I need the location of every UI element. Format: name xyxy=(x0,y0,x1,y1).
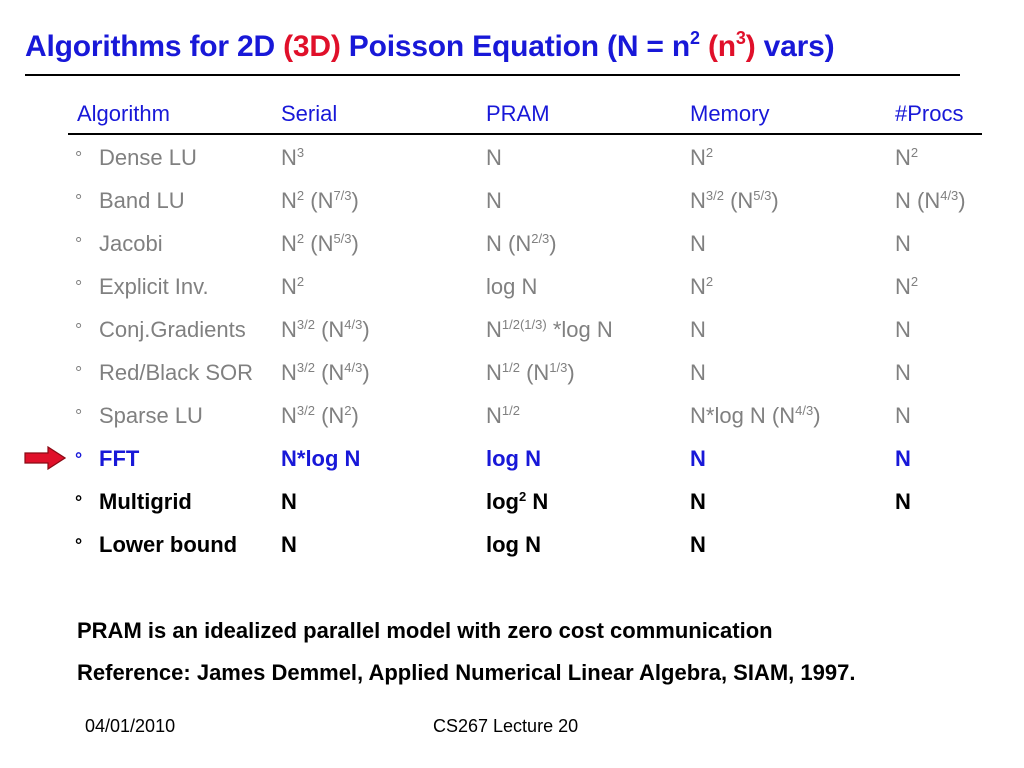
header-procs: #Procs xyxy=(895,101,964,126)
cell-text: N (N xyxy=(895,188,941,213)
cell-text: log xyxy=(486,489,519,514)
cell-text: N xyxy=(895,446,911,471)
cell-text: N xyxy=(281,231,297,256)
title-part-3d: (3D) xyxy=(283,30,341,63)
cell-text: ) xyxy=(362,317,370,342)
bullet-icon: ° xyxy=(75,148,83,168)
cell-text: *log N xyxy=(546,317,613,342)
pram-note: PRAM is an idealized parallel model with zero cost communication xyxy=(77,618,773,643)
superscript: 1/2 xyxy=(501,403,520,418)
cell-text: Multigrid xyxy=(99,489,192,514)
cell-pram xyxy=(486,274,537,300)
cell-algorithm xyxy=(99,403,203,429)
cell-serial xyxy=(281,532,297,558)
cell-pram xyxy=(486,145,502,171)
superscript: 2 xyxy=(296,231,305,246)
superscript: 2 xyxy=(910,274,919,289)
cell-memory xyxy=(690,489,706,515)
title-part-2: Poisson Equation (N = n xyxy=(340,30,691,63)
cell-pram xyxy=(486,403,520,429)
superscript: 3 xyxy=(296,145,305,160)
cell-text: N xyxy=(690,446,706,471)
cell-text: N xyxy=(690,317,706,342)
cell-algorithm xyxy=(99,274,209,300)
cell-text: N xyxy=(281,360,297,385)
cell-text: N*log N xyxy=(281,446,361,471)
cell-algorithm xyxy=(99,489,192,515)
cell-serial xyxy=(281,274,304,300)
cell-text: Lower bound xyxy=(99,532,238,557)
footer-date: 04/01/2010 xyxy=(85,716,176,736)
cell-pram xyxy=(486,231,557,257)
cell-text: FFT xyxy=(99,446,140,471)
cell-algorithm xyxy=(99,317,246,343)
cell-text: ) xyxy=(813,403,821,428)
reference-note: Reference: James Demmel, Applied Numerical Linear Algebra, SIAM, 1997. xyxy=(77,660,856,685)
cell-text: N xyxy=(895,317,911,342)
cell-text: ) xyxy=(567,360,575,385)
title-part-1: Algorithms for 2D xyxy=(25,30,284,63)
superscript: 3/2 xyxy=(296,317,315,332)
cell-text: ) xyxy=(351,188,359,213)
superscript: 7/3 xyxy=(333,188,352,203)
cell-text: ) xyxy=(958,188,966,213)
title-sup-3: 3 xyxy=(735,28,746,48)
superscript: 4/3 xyxy=(344,360,363,375)
superscript: 5/3 xyxy=(753,188,772,203)
superscript: 4/3 xyxy=(795,403,814,418)
bullet-icon: ° xyxy=(75,277,83,297)
superscript: 2 xyxy=(705,274,714,289)
bullet-icon: ° xyxy=(75,191,83,211)
superscript: 3/2 xyxy=(296,360,315,375)
footer-course: CS267 Lecture 20 xyxy=(433,716,579,736)
title-sup-2: 2 xyxy=(690,28,700,48)
superscript: 2 xyxy=(296,188,305,203)
superscript: 4/3 xyxy=(344,317,363,332)
cell-text: log N xyxy=(486,274,538,299)
cell-text: N xyxy=(486,145,502,170)
cell-text: N xyxy=(486,317,502,342)
cell-memory xyxy=(690,532,706,558)
cell-text: N xyxy=(281,403,297,428)
superscript: 1/2(1/3) xyxy=(501,317,547,332)
cell-text: (N xyxy=(519,360,550,385)
cell-text: N xyxy=(895,145,911,170)
right-arrow-icon xyxy=(24,446,66,470)
cell-text: N xyxy=(895,403,911,428)
title-part-vars: vars) xyxy=(755,30,835,63)
cell-text: N xyxy=(690,274,706,299)
superscript: 2 xyxy=(705,145,714,160)
cell-text: (N xyxy=(723,188,754,213)
cell-procs xyxy=(895,489,911,515)
bullet-icon: ° xyxy=(75,492,83,512)
cell-memory xyxy=(690,274,713,300)
cell-text: N xyxy=(690,145,706,170)
cell-text: ) xyxy=(771,188,779,213)
cell-text: Conj.Gradients xyxy=(99,317,246,342)
cell-algorithm xyxy=(99,188,185,214)
cell-text: N xyxy=(895,489,911,514)
cell-text: (N xyxy=(304,188,334,213)
cell-text: N xyxy=(486,188,502,213)
cell-memory xyxy=(690,403,821,429)
cell-text: N xyxy=(690,231,706,256)
cell-text: Band LU xyxy=(99,188,185,213)
cell-serial xyxy=(281,403,359,429)
title-part-close: ) xyxy=(745,30,756,63)
cell-text: N xyxy=(690,360,706,385)
bullet-icon: ° xyxy=(75,449,83,469)
cell-procs xyxy=(895,231,911,257)
cell-text: N xyxy=(690,532,706,557)
header-memory: Memory xyxy=(690,101,770,126)
cell-procs xyxy=(895,360,911,386)
cell-text: ) xyxy=(549,231,557,256)
cell-serial xyxy=(281,188,359,214)
superscript: 3/2 xyxy=(296,403,315,418)
superscript: 2 xyxy=(296,274,305,289)
cell-text: N xyxy=(690,188,706,213)
cell-memory xyxy=(690,317,706,343)
cell-procs xyxy=(895,145,918,171)
cell-text: N xyxy=(895,231,911,256)
cell-text: N*log N (N xyxy=(690,403,796,428)
cell-pram xyxy=(486,489,548,515)
cell-memory xyxy=(690,446,706,472)
cell-serial xyxy=(281,360,370,386)
cell-text: ) xyxy=(362,360,370,385)
superscript: 1/3 xyxy=(549,360,568,375)
cell-pram xyxy=(486,446,541,472)
header-serial: Serial xyxy=(281,101,338,126)
cell-procs xyxy=(895,446,911,472)
cell-text: log N xyxy=(486,446,541,471)
cell-algorithm xyxy=(99,145,197,171)
cell-pram xyxy=(486,360,575,386)
cell-text: log N xyxy=(486,532,541,557)
cell-memory xyxy=(690,145,713,171)
bullet-icon: ° xyxy=(75,535,83,555)
cell-text: (N xyxy=(304,231,334,256)
cell-text: N xyxy=(486,403,502,428)
cell-text: N xyxy=(526,489,549,514)
cell-serial xyxy=(281,317,370,343)
cell-serial xyxy=(281,231,359,257)
cell-text: N xyxy=(281,532,297,557)
header-algorithm: Algorithm xyxy=(77,101,170,126)
superscript: 2/3 xyxy=(531,231,550,246)
cell-text: N xyxy=(690,489,706,514)
cell-pram xyxy=(486,317,613,343)
header-divider xyxy=(68,133,982,135)
cell-algorithm xyxy=(99,231,163,257)
cell-serial xyxy=(281,145,304,171)
superscript: 5/3 xyxy=(333,231,352,246)
cell-algorithm xyxy=(99,360,253,386)
cell-text: (N xyxy=(314,317,345,342)
superscript: 4/3 xyxy=(940,188,959,203)
cell-algorithm xyxy=(99,446,139,472)
cell-text: N xyxy=(281,489,297,514)
bullet-icon: ° xyxy=(75,234,83,254)
bullet-icon: ° xyxy=(75,363,83,383)
cell-text: N xyxy=(281,145,297,170)
cell-memory xyxy=(690,231,706,257)
cell-procs xyxy=(895,188,966,214)
cell-memory xyxy=(690,188,779,214)
cell-text: (N xyxy=(314,403,345,428)
cell-text: N (N xyxy=(486,231,532,256)
header-pram: PRAM xyxy=(486,101,550,126)
cell-text: ) xyxy=(351,403,359,428)
cell-procs xyxy=(895,274,918,300)
cell-serial xyxy=(281,489,297,515)
cell-text: N xyxy=(486,360,502,385)
bullet-icon: ° xyxy=(75,406,83,426)
cell-text: N xyxy=(281,317,297,342)
cell-text: N xyxy=(281,274,297,299)
cell-text: (N xyxy=(314,360,345,385)
bullet-icon: ° xyxy=(75,320,83,340)
superscript: 2 xyxy=(519,489,527,504)
cell-text: N xyxy=(895,274,911,299)
cell-text: Red/Black SOR xyxy=(99,360,254,385)
cell-memory xyxy=(690,360,706,386)
cell-text: N xyxy=(281,188,297,213)
cell-text: Sparse LU xyxy=(99,403,203,428)
cell-pram xyxy=(486,188,502,214)
cell-text: ) xyxy=(351,231,359,256)
superscript: 2 xyxy=(910,145,919,160)
cell-pram xyxy=(486,532,541,558)
cell-text: Jacobi xyxy=(99,231,163,256)
cell-procs xyxy=(895,317,911,343)
cell-text: Dense LU xyxy=(99,145,197,170)
superscript: 3/2 xyxy=(705,188,724,203)
title-part-n: (n xyxy=(707,30,736,63)
cell-procs xyxy=(895,403,911,429)
cell-serial xyxy=(281,446,360,472)
superscript: 1/2 xyxy=(501,360,520,375)
cell-text: N xyxy=(895,360,911,385)
cell-text: Explicit Inv. xyxy=(99,274,209,299)
cell-algorithm xyxy=(99,532,237,558)
superscript: 2 xyxy=(344,403,352,418)
